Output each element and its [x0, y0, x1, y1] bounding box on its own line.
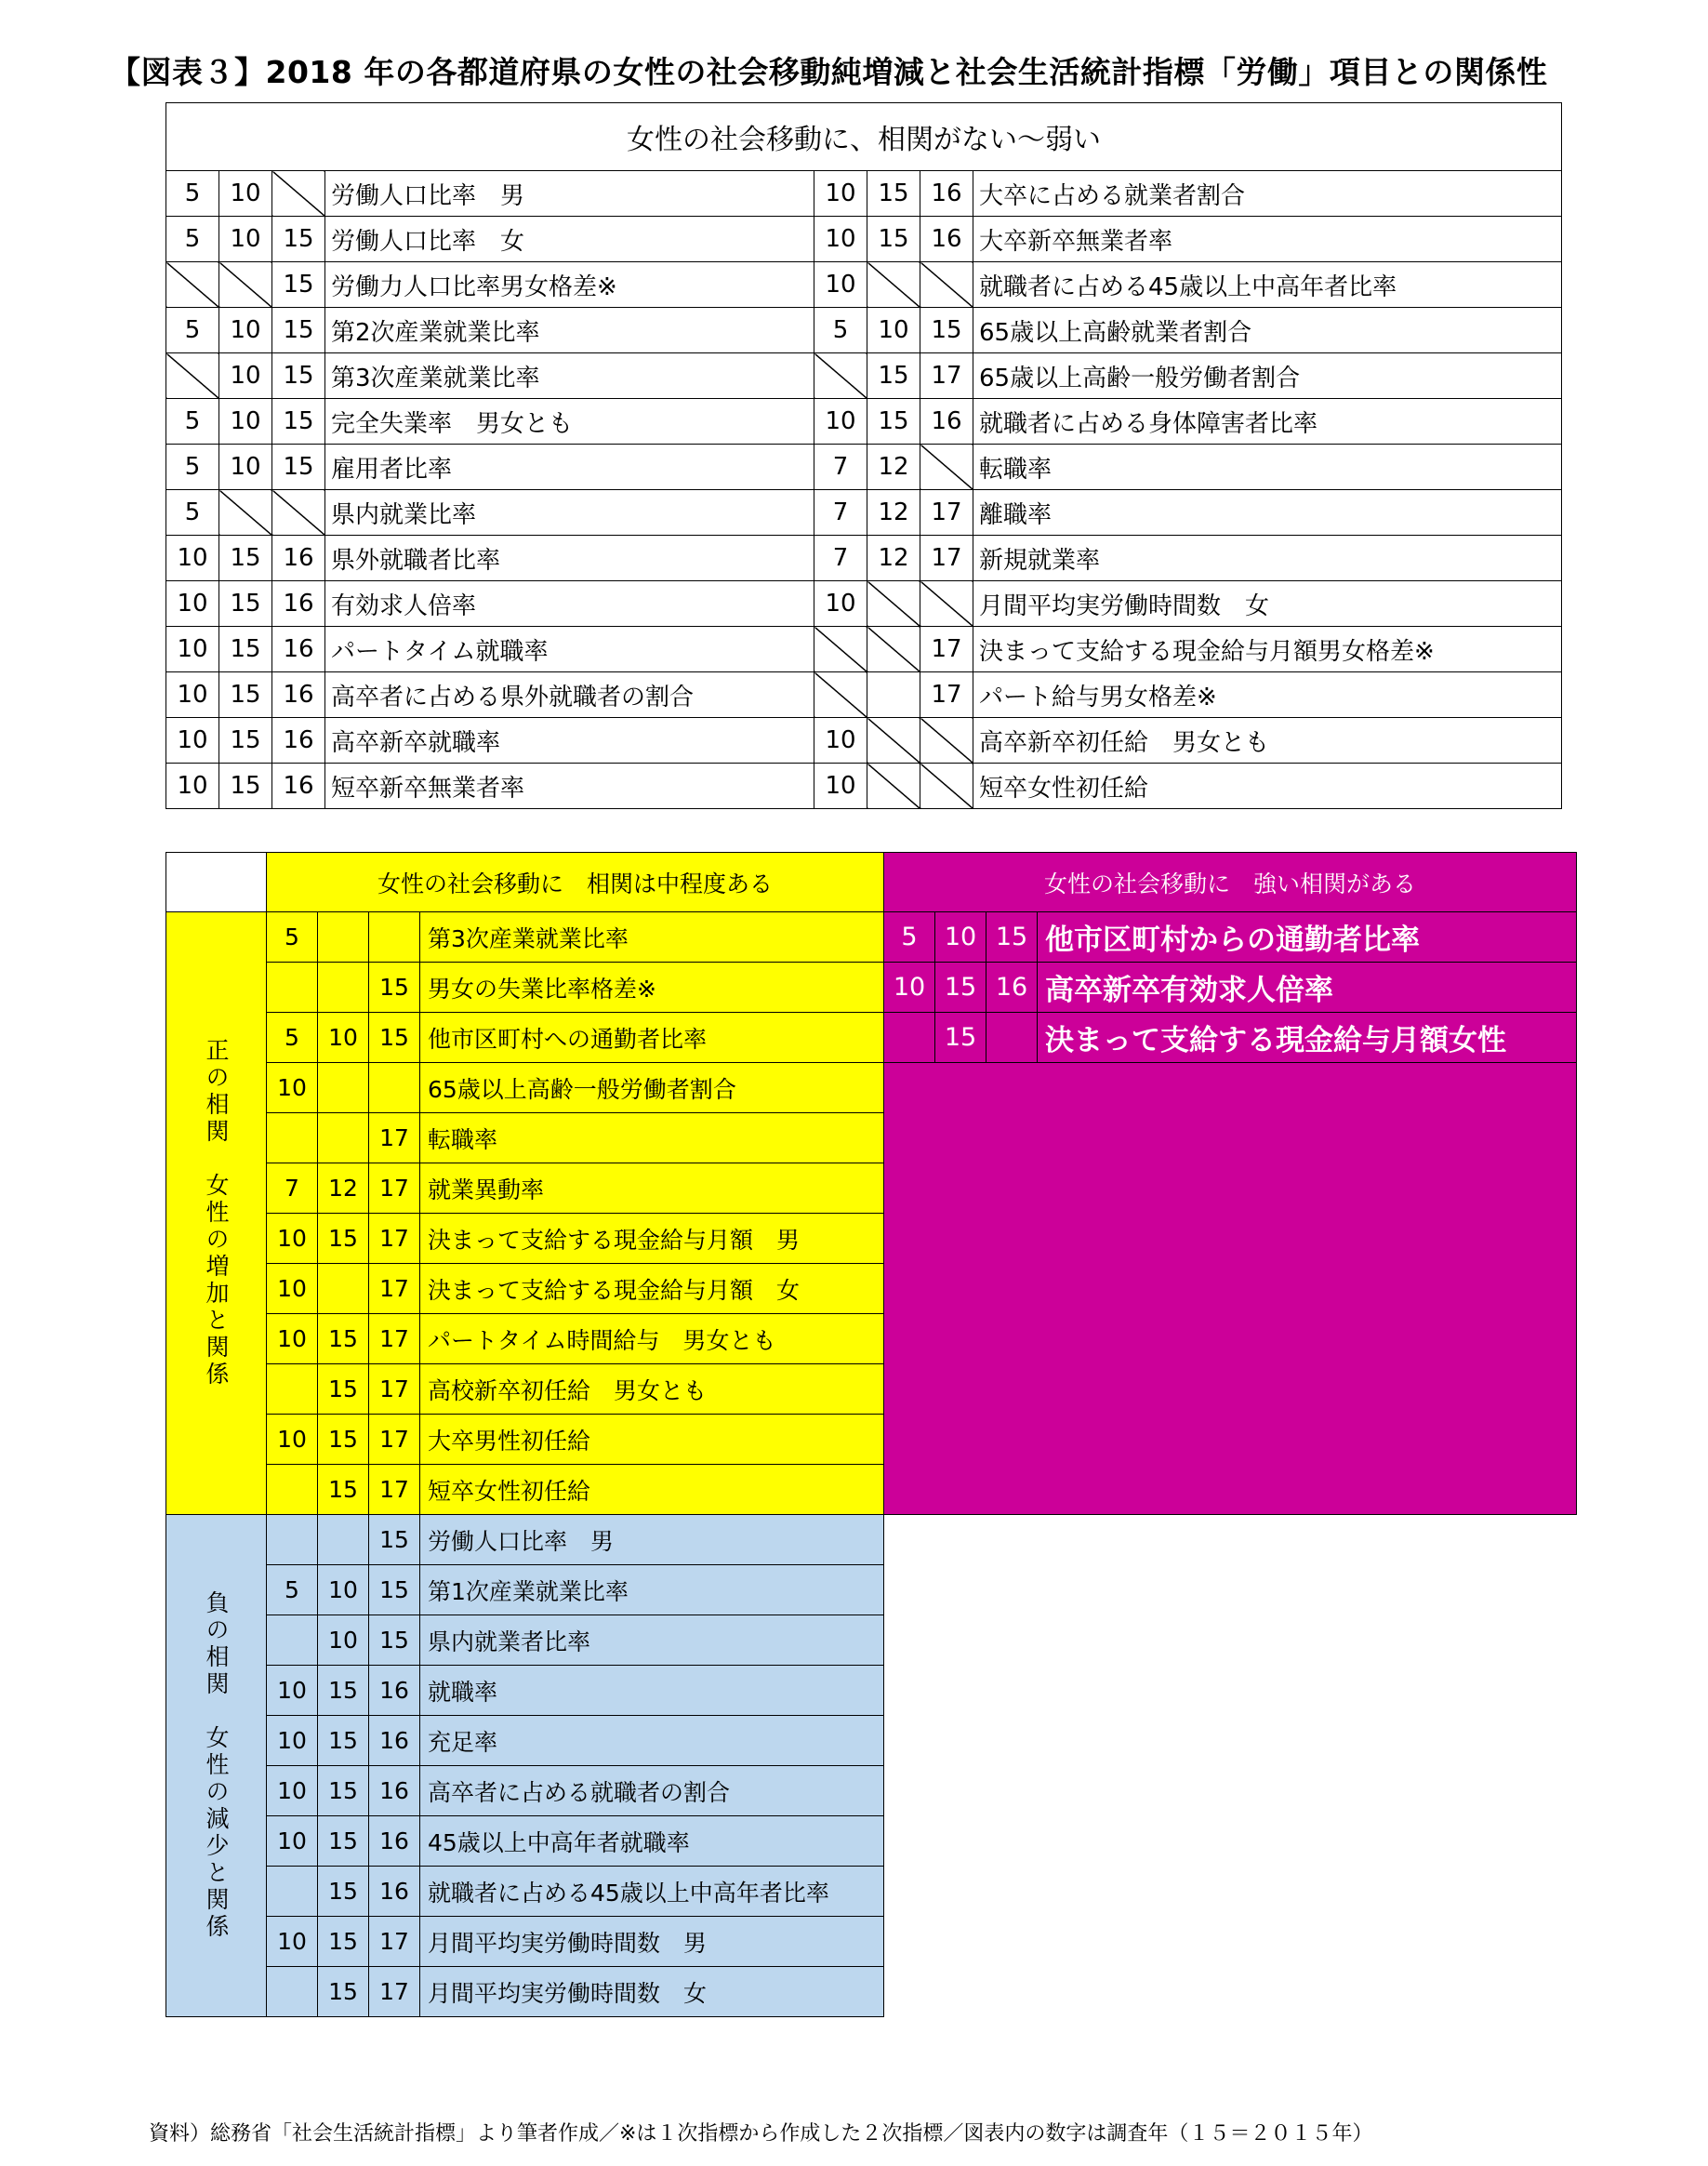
year-cell: 10: [219, 171, 272, 217]
not-applicable-slash: [920, 581, 973, 627]
year-cell: 16: [369, 1666, 420, 1716]
indicator-label: 有効求人倍率: [325, 581, 814, 627]
year-cell: 15: [272, 399, 325, 445]
year-cell: 7: [814, 445, 867, 490]
not-applicable-slash: [219, 262, 272, 308]
year-cell: 16: [920, 399, 973, 445]
year-cell: 12: [867, 490, 920, 536]
year-cell: 15: [318, 1967, 369, 2017]
not-applicable-slash: [318, 1264, 369, 1314]
indicator-label: 短卒新卒無業者率: [325, 764, 814, 809]
footnote: 資料）総務省「社会生活統計指標」より筆者作成／※は１次指標から作成した２次指標／図表内の数字は調査年（１５＝２０１５年）: [149, 2122, 1373, 2146]
indicator-label: 月間平均実労働時間数 女: [973, 581, 1562, 627]
year-cell: 10: [814, 171, 867, 217]
table-row: [166, 912, 1577, 963]
moderate-header: 女性の社会移動に 相関は中程度ある: [267, 853, 884, 912]
not-applicable-slash: [920, 262, 973, 308]
year-cell: 5: [267, 1565, 318, 1615]
year-cell: 15: [369, 963, 420, 1013]
not-applicable-slash: [267, 1465, 318, 1515]
year-cell: 17: [920, 627, 973, 672]
year-cell: 16: [272, 764, 325, 809]
not-applicable-slash: [267, 1113, 318, 1163]
not-applicable-slash: [920, 764, 973, 809]
year-cell: 16: [272, 672, 325, 718]
year-cell: 16: [920, 171, 973, 217]
year-cell: 10: [318, 1615, 369, 1666]
year-cell: 15: [318, 1867, 369, 1917]
indicator-label: 高校新卒初任給 男女とも: [420, 1364, 884, 1415]
year-cell: 15: [986, 912, 1038, 963]
year-cell: 15: [867, 353, 920, 399]
year-cell: 10: [166, 718, 219, 764]
not-applicable-slash: [318, 963, 369, 1013]
indicator-label: 45歳以上中高年者就職率: [420, 1816, 884, 1867]
year-cell: 10: [814, 718, 867, 764]
not-applicable-slash: [267, 1515, 318, 1565]
table-row: [166, 963, 1577, 1013]
indicator-label: 完全失業率 男女とも: [325, 399, 814, 445]
not-applicable-slash: [369, 1063, 420, 1113]
year-cell: 15: [935, 963, 986, 1013]
year-cell: 5: [166, 399, 219, 445]
not-applicable-slash: [814, 627, 867, 672]
year-cell: 12: [867, 536, 920, 581]
year-cell: 16: [369, 1716, 420, 1766]
year-cell: 10: [267, 1214, 318, 1264]
table-row: [166, 445, 1562, 490]
blank-area: [884, 1515, 1577, 2017]
not-applicable-slash: [867, 764, 920, 809]
year-cell: 15: [867, 171, 920, 217]
year-cell: 10: [166, 627, 219, 672]
indicator-label: 第3次産業就業比率: [325, 353, 814, 399]
indicator-label: 月間平均実労働時間数 男: [420, 1917, 884, 1967]
year-cell: 10: [814, 262, 867, 308]
indicator-label: 労働力人口比率男女格差※: [325, 262, 814, 308]
year-cell: 15: [318, 1716, 369, 1766]
indicator-label: 雇用者比率: [325, 445, 814, 490]
table-row: [166, 536, 1562, 581]
year-cell: 10: [267, 1415, 318, 1465]
year-cell: 15: [935, 1013, 986, 1063]
year-cell: 15: [369, 1515, 420, 1565]
year-cell: 15: [318, 1465, 369, 1515]
not-applicable-slash: [986, 1013, 1038, 1063]
indicator-label: 65歳以上高齢一般労働者割合: [973, 353, 1562, 399]
not-applicable-slash: [867, 627, 920, 672]
indicator-label: 労働人口比率 男: [420, 1515, 884, 1565]
year-cell: 10: [935, 912, 986, 963]
indicator-label: 就職者に占める身体障害者比率: [973, 399, 1562, 445]
indicator-label: 新規就業率: [973, 536, 1562, 581]
indicator-label: 労働人口比率 女: [325, 217, 814, 262]
not-applicable-slash: [272, 490, 325, 536]
year-cell: 15: [219, 627, 272, 672]
year-cell: 17: [369, 1364, 420, 1415]
year-cell: 15: [272, 262, 325, 308]
year-cell: 10: [219, 353, 272, 399]
table-row: [166, 308, 1562, 353]
year-cell: 17: [369, 1314, 420, 1364]
indicator-label: 高卒者に占める県外就職者の割合: [325, 672, 814, 718]
table-row: [166, 1013, 1577, 1063]
indicator-label: 他市区町村への通勤者比率: [420, 1013, 884, 1063]
year-cell: 17: [369, 1264, 420, 1314]
not-applicable-slash: [267, 1364, 318, 1415]
table-row: [166, 353, 1562, 399]
year-cell: 10: [318, 1013, 369, 1063]
year-cell: 10: [267, 1264, 318, 1314]
year-cell: 5: [166, 217, 219, 262]
not-applicable-slash: [318, 1113, 369, 1163]
year-cell: 10: [267, 1766, 318, 1816]
year-cell: 10: [814, 399, 867, 445]
year-cell: 10: [166, 581, 219, 627]
year-cell: 12: [318, 1163, 369, 1214]
year-cell: 17: [369, 1214, 420, 1264]
not-applicable-slash: [867, 718, 920, 764]
indicator-label: 男女の失業比率格差※: [420, 963, 884, 1013]
strong-empty-area: [884, 1063, 1577, 1515]
year-cell: 10: [219, 445, 272, 490]
indicator-label: 決まって支給する現金給与月額 男: [420, 1214, 884, 1264]
indicator-label: 就職者に占める45歳以上中高年者比率: [420, 1867, 884, 1917]
not-applicable-slash: [867, 262, 920, 308]
strong-header: 女性の社会移動に 強い相関がある: [884, 853, 1577, 912]
indicator-label: 高卒新卒初任給 男女とも: [973, 718, 1562, 764]
indicator-label: 決まって支給する現金給与月額女性: [1038, 1013, 1577, 1063]
year-cell: 16: [369, 1816, 420, 1867]
year-cell: 5: [166, 308, 219, 353]
indicator-label: 決まって支給する現金給与月額男女格差※: [973, 627, 1562, 672]
not-applicable-slash: [166, 353, 219, 399]
indicator-label: 大卒新卒無業者率: [973, 217, 1562, 262]
not-applicable-slash: [267, 1967, 318, 2017]
year-cell: 10: [814, 764, 867, 809]
indicator-label: 就職者に占める45歳以上中高年者比率: [973, 262, 1562, 308]
indicator-label: 高卒新卒就職率: [325, 718, 814, 764]
year-cell: 15: [369, 1565, 420, 1615]
year-cell: 15: [867, 399, 920, 445]
indicator-label: 決まって支給する現金給与月額 女: [420, 1264, 884, 1314]
indicator-label: 就業異動率: [420, 1163, 884, 1214]
year-cell: 16: [369, 1867, 420, 1917]
not-applicable-slash: [166, 262, 219, 308]
year-cell: 15: [272, 308, 325, 353]
year-cell: 7: [814, 490, 867, 536]
page-title: 【図表３】2018 年の各都道府県の女性の社会移動純増減と社会生活統計指標「労働」項目との関係性: [110, 54, 1548, 90]
year-cell: 10: [166, 764, 219, 809]
year-cell: 15: [318, 1415, 369, 1465]
not-applicable-slash: [267, 1867, 318, 1917]
not-applicable-slash: [318, 1063, 369, 1113]
year-cell: 15: [272, 445, 325, 490]
table-row: [166, 672, 1562, 718]
year-cell: 15: [318, 1666, 369, 1716]
year-cell: 15: [219, 581, 272, 627]
indicator-label: 短卒女性初任給: [420, 1465, 884, 1515]
indicator-label: 第2次産業就業比率: [325, 308, 814, 353]
indicator-label: 高卒新卒有効求人倍率: [1038, 963, 1577, 1013]
year-cell: 10: [219, 308, 272, 353]
year-cell: 15: [867, 217, 920, 262]
not-applicable-slash: [267, 1615, 318, 1666]
indicator-label: パートタイム就職率: [325, 627, 814, 672]
not-applicable-slash: [318, 912, 369, 963]
year-cell: 5: [166, 490, 219, 536]
year-cell: 5: [166, 445, 219, 490]
year-cell: 17: [920, 490, 973, 536]
indicator-label: 65歳以上高齢就業者割合: [973, 308, 1562, 353]
year-cell: 10: [267, 1716, 318, 1766]
indicator-label: 第1次産業就業比率: [420, 1565, 884, 1615]
table-row: [166, 764, 1562, 809]
year-cell: 15: [272, 217, 325, 262]
indicator-label: 就職率: [420, 1666, 884, 1716]
year-cell: 16: [986, 963, 1038, 1013]
year-cell: 16: [272, 718, 325, 764]
year-cell: 10: [219, 399, 272, 445]
year-cell: 5: [267, 912, 318, 963]
not-applicable-slash: [920, 445, 973, 490]
corner-cell: [166, 853, 267, 912]
indicator-label: 離職率: [973, 490, 1562, 536]
indicator-label: 県外就職者比率: [325, 536, 814, 581]
table-row: [166, 490, 1562, 536]
year-cell: 17: [920, 672, 973, 718]
year-cell: 15: [369, 1013, 420, 1063]
year-cell: 5: [267, 1013, 318, 1063]
year-cell: 16: [272, 581, 325, 627]
table-row: [166, 262, 1562, 308]
year-cell: 15: [219, 536, 272, 581]
weak-header: 女性の社会移動に、相関がない～弱い: [166, 103, 1562, 171]
indicator-label: パートタイム時間給与 男女とも: [420, 1314, 884, 1364]
positive-correlation-label: 正の相関 女性の増加と関係: [166, 912, 267, 1515]
year-cell: 16: [920, 217, 973, 262]
not-applicable-slash: [272, 171, 325, 217]
indicator-label: 短卒女性初任給: [973, 764, 1562, 809]
year-cell: 15: [219, 764, 272, 809]
year-cell: 10: [267, 1314, 318, 1364]
indicator-label: 大卒に占める就業者割合: [973, 171, 1562, 217]
year-cell: 15: [318, 1214, 369, 1264]
indicator-label: 大卒男性初任給: [420, 1415, 884, 1465]
table-row: [166, 1515, 1577, 1565]
year-cell: 15: [318, 1364, 369, 1415]
year-cell: 10: [814, 581, 867, 627]
weak-correlation-table: [166, 102, 1562, 809]
year-cell: 16: [369, 1766, 420, 1816]
not-applicable-slash: [867, 581, 920, 627]
year-cell: 7: [814, 536, 867, 581]
not-applicable-slash: [219, 490, 272, 536]
year-cell: 15: [318, 1766, 369, 1816]
year-cell: 15: [318, 1917, 369, 1967]
year-cell: 16: [272, 627, 325, 672]
correlation-table: [166, 852, 1577, 2017]
indicator-label: 第3次産業就業比率: [420, 912, 884, 963]
indicator-label: 充足率: [420, 1716, 884, 1766]
year-cell: 17: [369, 1465, 420, 1515]
year-cell: 12: [867, 445, 920, 490]
table-row: [166, 718, 1562, 764]
year-cell: 5: [884, 912, 935, 963]
year-cell: 10: [267, 1917, 318, 1967]
not-applicable-slash: [814, 672, 867, 718]
year-cell: 17: [369, 1415, 420, 1465]
indicator-label: パート給与男女格差※: [973, 672, 1562, 718]
indicator-label: 労働人口比率 男: [325, 171, 814, 217]
year-cell: 5: [814, 308, 867, 353]
year-cell: 10: [267, 1816, 318, 1867]
year-cell: 5: [166, 171, 219, 217]
year-cell: 15: [920, 308, 973, 353]
not-applicable-slash: [267, 963, 318, 1013]
year-cell: 10: [166, 672, 219, 718]
table-row: [166, 217, 1562, 262]
year-cell: 17: [920, 353, 973, 399]
table-row: [166, 627, 1562, 672]
indicator-label: 高卒者に占める就職者の割合: [420, 1766, 884, 1816]
indicator-label: 県内就業者比率: [420, 1615, 884, 1666]
not-applicable-slash: [318, 1515, 369, 1565]
indicator-label: 他市区町村からの通勤者比率: [1038, 912, 1577, 963]
not-applicable-slash: [369, 912, 420, 963]
table-row: [166, 581, 1562, 627]
not-applicable-slash: [814, 353, 867, 399]
year-cell: 17: [369, 1917, 420, 1967]
indicator-label: 県内就業比率: [325, 490, 814, 536]
year-cell: 17: [369, 1163, 420, 1214]
table-row: [166, 171, 1562, 217]
year-cell: 7: [267, 1163, 318, 1214]
year-cell: 15: [219, 718, 272, 764]
year-cell: 10: [267, 1063, 318, 1113]
indicator-label: 転職率: [973, 445, 1562, 490]
year-cell: 10: [219, 217, 272, 262]
year-cell: 15: [318, 1816, 369, 1867]
year-cell: 17: [369, 1967, 420, 2017]
year-cell-empty: [867, 672, 920, 718]
not-applicable-slash: [884, 1013, 935, 1063]
year-cell: 10: [814, 217, 867, 262]
year-cell: 17: [920, 536, 973, 581]
year-cell: 15: [219, 672, 272, 718]
year-cell: 17: [369, 1113, 420, 1163]
year-cell: 10: [267, 1666, 318, 1716]
year-cell: 10: [166, 536, 219, 581]
year-cell: 10: [867, 308, 920, 353]
table-row: [166, 399, 1562, 445]
negative-correlation-label: 負の相関 女性の減少と関係: [166, 1515, 267, 2017]
table-row: [166, 1063, 1577, 1113]
year-cell: 15: [318, 1314, 369, 1364]
year-cell: 15: [369, 1615, 420, 1666]
year-cell: 16: [272, 536, 325, 581]
indicator-label: 月間平均実労働時間数 女: [420, 1967, 884, 2017]
indicator-label: 65歳以上高齢一般労働者割合: [420, 1063, 884, 1113]
year-cell: 15: [272, 353, 325, 399]
year-cell: 10: [884, 963, 935, 1013]
year-cell: 10: [318, 1565, 369, 1615]
indicator-label: 転職率: [420, 1113, 884, 1163]
not-applicable-slash: [920, 718, 973, 764]
